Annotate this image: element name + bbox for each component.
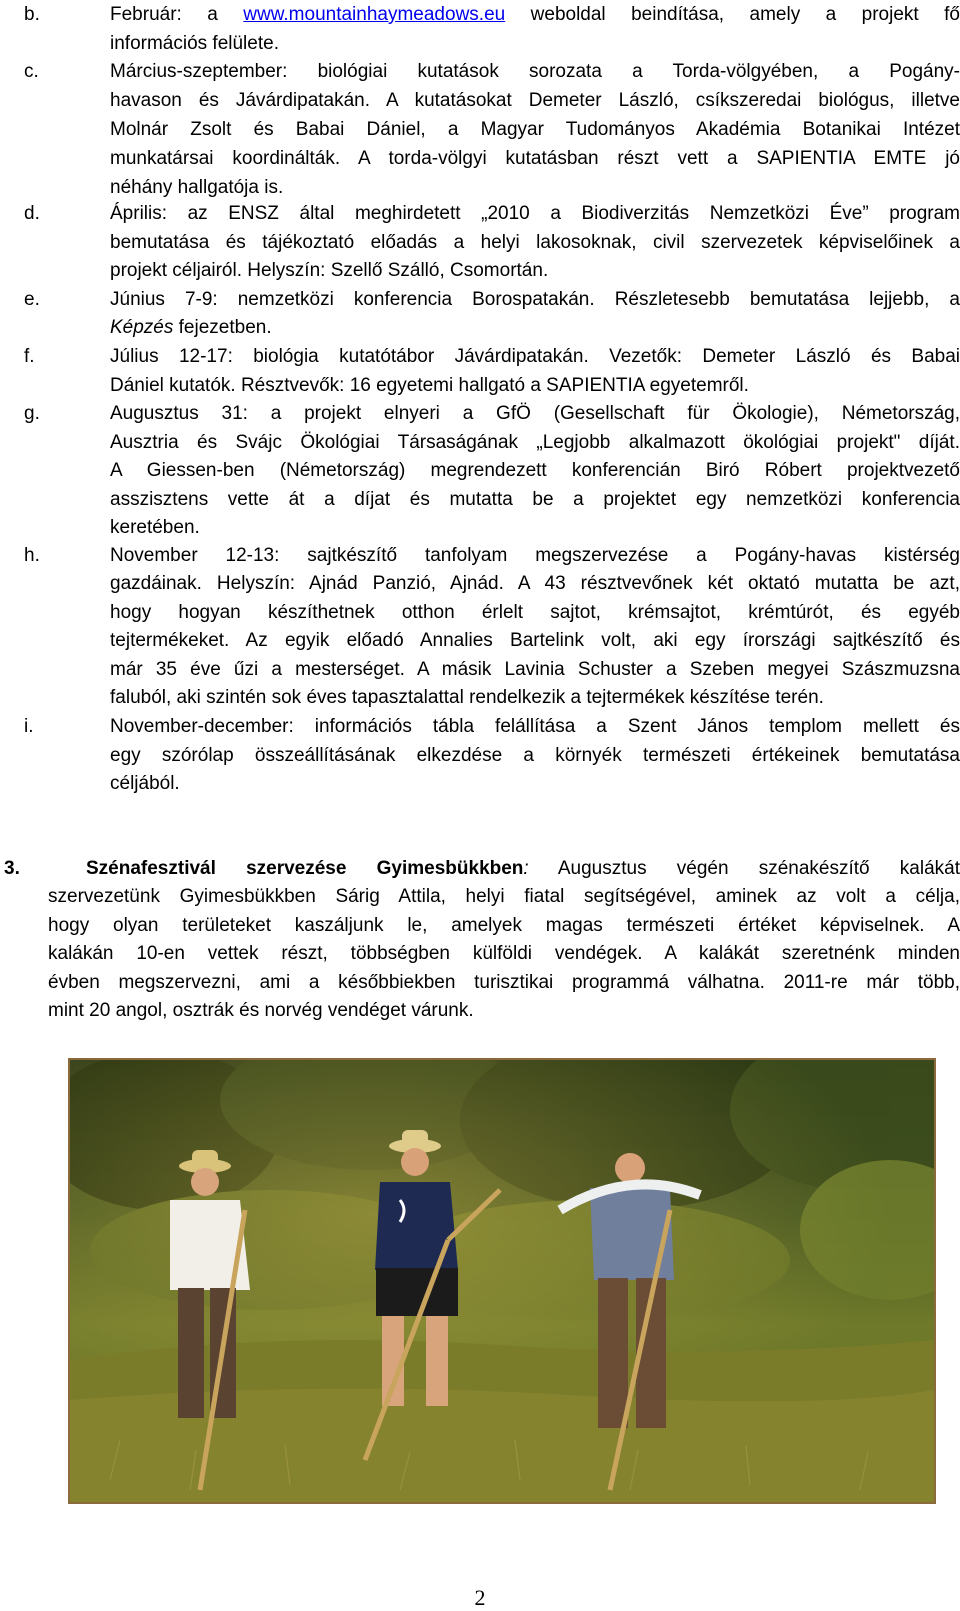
list-line: November 12-13: sajtkészítő tanfolyam megszervezése a Pogány-havas kistérség <box>110 545 960 566</box>
list-marker: f. <box>24 346 35 367</box>
list-line: információs felülete. <box>110 33 279 54</box>
list-line: egy szórólap összeállításának elkezdése a környék természeti értékeinek bemutatása <box>110 745 960 766</box>
section-line: hogy olyan területeket kaszáljunk le, amelyek magas természeti értéket képviselnek. A <box>48 915 960 936</box>
list-marker: b. <box>24 4 40 25</box>
italic-term: Képzés <box>110 317 174 338</box>
list-marker: g. <box>24 403 40 424</box>
list-line: Molnár Zsolt és Babai Dániel, a Magyar Tudományos Akadémia Botanikai Intézet <box>110 119 960 140</box>
list-line: faluból, aki szintén sok éves tapasztalattal rendelkezik a tejtermékek készítése terén. <box>110 687 824 708</box>
section-line: Szénafesztivál szervezése Gyimesbükkben: Augusztus végén szénakészítő kalákát <box>86 858 960 879</box>
list-line: munkatársai koordinálták. A torda-völgyi kutatásban részt vett a SAPIENTIA EMTE jó <box>110 148 960 169</box>
section-number: 3. <box>4 858 20 879</box>
section-line: mint 20 angol, osztrák és norvég vendéget várunk. <box>48 1000 474 1021</box>
list-line: Március-szeptember: biológiai kutatások sorozata a Torda-völgyében, a Pogány- <box>110 61 960 82</box>
list-line: Dániel kutatók. Résztvevők: 16 egyetemi hallgató a SAPIENTIA egyetemről. <box>110 375 749 396</box>
page-number: 2 <box>474 1585 486 1610</box>
list-line: Június 7-9: nemzetközi konferencia Borospatakán. Részletesebb bemutatása lejjebb, a <box>110 289 960 310</box>
list-line: havason és Jávárdipatakán. A kutatásokat Demeter László, csíkszeredai biológus, illetve <box>110 90 960 111</box>
section-line: szervezetünk Gyimesbükkben Sárig Attila, helyi fiatal segítségével, aminek az volt a célja, <box>48 886 960 907</box>
list-line: Február: a www.mountainhaymeadows.eu weboldal beindítása, amely a projekt fő <box>110 4 960 25</box>
list-line: Képzés fejezetben. <box>110 317 272 338</box>
list-line: hogy hogyan készíthetnek otthon érlelt sajtot, krémsajtot, krémtúrót, és egyéb <box>110 602 960 623</box>
list-line: Július 12-17: biológia kutatótábor Jávárdipatakán. Vezetők: Demeter László és Babai <box>110 346 960 367</box>
list-line: Ausztria és Svájc Ökológiai Társaságának „Legjobb alkalmazott ökológiai projekt" díját. <box>110 432 960 453</box>
list-line: asszisztens vette át a díjat és mutatta be a projektet egy nemzetközi konferencia <box>110 489 960 510</box>
section-line: kalákán 10-en vettek részt, többségben külföldi vendégek. A kalákát szeretnénk minden <box>48 943 960 964</box>
list-marker: h. <box>24 545 40 566</box>
hay-mowing-photo <box>68 1058 936 1504</box>
list-line: A Giessen-ben (Németország) megrendezett konferencián Biró Róbert projektvezető <box>110 460 960 481</box>
section-title: Szénafesztivál szervezése Gyimesbükkben <box>86 858 524 879</box>
list-line: projekt céljairól. Helyszín: Szellő Szálló, Csomortán. <box>110 260 549 281</box>
list-marker: d. <box>24 203 40 224</box>
list-line: Augusztus 31: a projekt elnyeri a GfÖ (Gesellschaft für Ökologie), Németország, <box>110 403 960 424</box>
section-line: évben megszervezni, ami a későbbiekben turisztikai programmá válhatna. 2011-re már több, <box>48 972 960 993</box>
list-line: tejtermékeket. Az egyik előadó Annalies Bartelink volt, aki egy írországi sajtkészítő és <box>110 630 960 651</box>
list-line: keretében. <box>110 517 200 538</box>
website-link[interactable]: www.mountainhaymeadows.eu <box>243 4 506 25</box>
list-line: céljából. <box>110 773 180 794</box>
list-line: néhány hallgatója is. <box>110 177 284 198</box>
list-line: November-december: információs tábla felállítása a Szent János templom mellett és <box>110 716 960 737</box>
list-line: gazdáinak. Helyszín: Ajnád Panzió, Ajnád. A 43 résztvevőnek két oktató mutatta be azt, <box>110 573 960 594</box>
list-line: Április: az ENSZ által meghirdetett „2010 a Biodiverzitás Nemzetközi Éve” program <box>110 203 960 224</box>
list-marker: e. <box>24 289 40 310</box>
list-marker: i. <box>24 716 34 737</box>
photo-illustration <box>70 1060 934 1502</box>
list-line: bemutatása és tájékoztató előadás a helyi lakosoknak, civil szervezetek képviselőinek a <box>110 232 960 253</box>
list-marker: c. <box>24 61 39 82</box>
list-line: már 35 éve űzi a mesterséget. A másik Lavinia Schuster a Szeben megyei Szászmuzsna <box>110 659 960 680</box>
